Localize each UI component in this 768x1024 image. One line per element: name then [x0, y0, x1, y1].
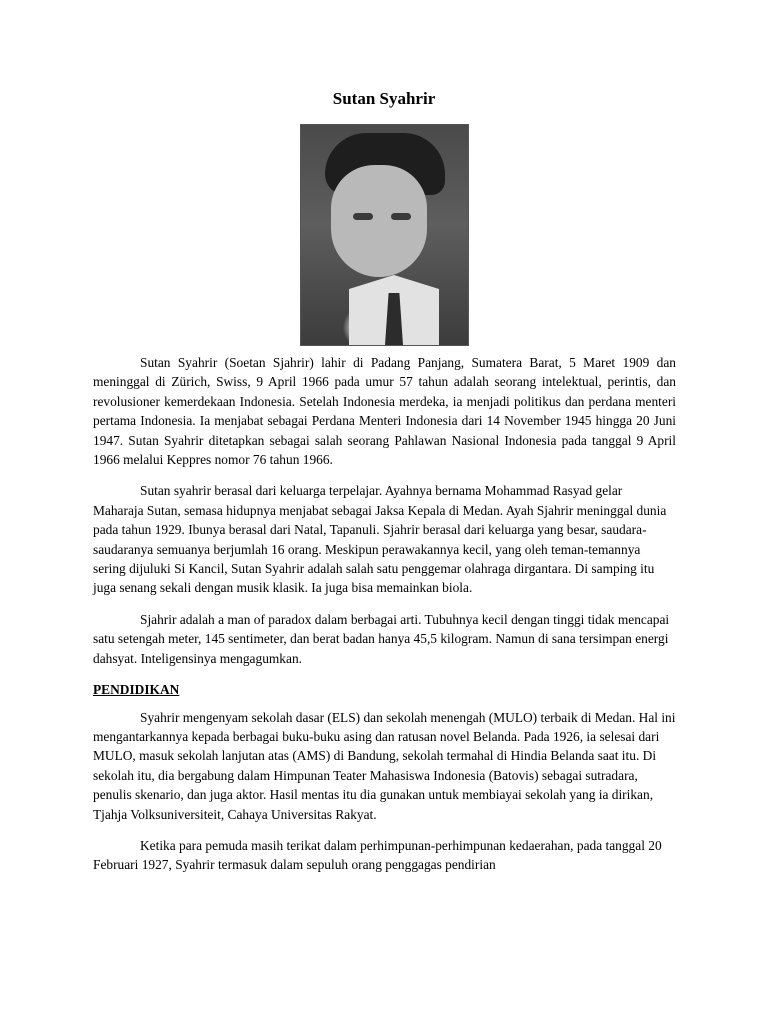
article-body [93, 353, 676, 887]
paragraph-paradox: Sjahrir adalah a man of paradox dalam berbagai arti. Tubuhnya kecil dengan tinggi tidak mencapai satu setengah meter, 145 sentimeter, dan berat badan hanya 45,5 kilogram. Namun di sana tersimpan energi dahsyat. Inteligensinya mengagumkan. [93, 611, 670, 666]
paragraph-birth: Sutan Syahrir (Soetan Sjahrir) lahir di Padang Panjang, Sumatera Barat, 5 Maret 1909 dan meninggal di Zürich, Swiss, 9 April 1966 pada umur 57 tahun adalah seorang intelektual, perintis, dan revolusioner kemerdekaan Indonesia. Setelah Indonesia merdeka, ia menjadi politikus dan perdana menteri pertama Indonesia. Ia menjabat sebagai Perdana Menteri Indonesia dari 14 November 1945 hingga 20 Juni 1947. Sutan Syahrir ditetapkan sebagai salah seorang Pahlawan Nasional Indonesia pada tanggal 9 April 1966 melalui Keppres nomor 76 tahun 1966. [93, 355, 676, 468]
paragraph-family: Sutan syahrir berasal dari keluarga terpelajar. Ayahnya bernama Mohammad Rasyad gelar Maharaja Sutan, semasa hidupnya menjabat sebagai Jaksa Kepala di Medan. Ayah Sjahrir meninggal dunia pada tahun 1929. Ibunya berasal dari Natal, Tapanuli. Sjahrir berasal dari keluarga yang besar, saudara-saudaranya semuanya berjumlah 16 orang. Meskipun perawakannya kecil, yang oleh teman-temannya sering dijuluki Si Kancil, Sutan Syahrir adalah salah satu penggemar olahraga dirgantara. Di samping itu juga senang sekali dengan musik klasik. Ia juga bisa memainkan biola. [93, 483, 667, 596]
paragraph-education: Syahrir mengenyam sekolah dasar (ELS) dan sekolah menengah (MULO) terbaik di Medan. Hal ini mengantarkannya kepada berbagai buku-buku asing dan ratusan novel Belanda. Pada 1926, ia selesai dari MULO, masuk sekolah lanjutan atas (AMS) di Bandung, sekolah termahal di Hindia Belanda saat itu. Di sekolah itu, dia bergabung dalam Himpunan Teater Mahasiswa Indonesia (Batovis) sebagai sutradara, penulis skenario, dan juga aktor. Hasil mentas itu dia gunakan untuk membiayai sekolah yang ia dirikan, Tjahja Volksuniversiteit, Cahaya Universitas Rakyat. [93, 709, 676, 822]
portrait-photo [300, 124, 469, 346]
section-heading-pendidikan: PENDIDIKAN [93, 682, 180, 698]
paragraph-youth: Ketika para pemuda masih terikat dalam perhimpunan-perhimpunan kedaerahan, pada tanggal 20 Februari 1927, Syahrir termasuk dalam sepuluh orang penggagas pendirian [93, 837, 662, 873]
page-title: Sutan Syahrir [332, 89, 436, 108]
